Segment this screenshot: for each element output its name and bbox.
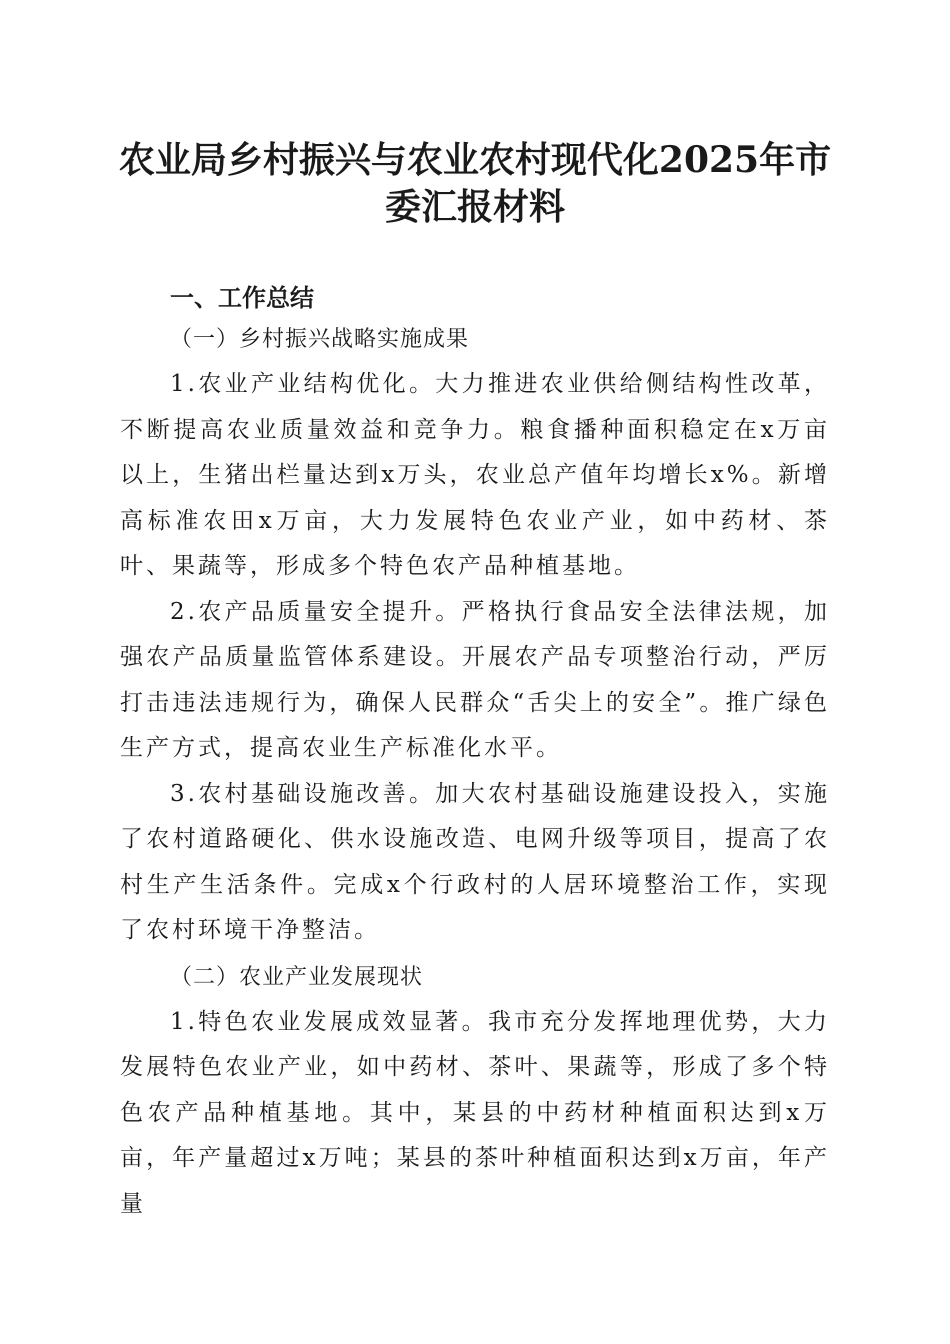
paragraph-industry-structure: 1.农业产业结构优化。大力推进农业供给侧结构性改革，不断提高农业质量效益和竞争力。粮食播种面积稳定在x万亩以上，生猪出栏量达到x万头，农业总产值年均增长x%。新增高标准农田x万亩，大力发展特色农业产业，如中药材、茶叶、果蔬等，形成多个特色农产品种植基地。 [120, 371, 830, 579]
section-heading-work-summary: 一、工作总结 [170, 284, 314, 312]
document-title [100, 137, 850, 231]
subsection-heading-rural-revitalization: （一）乡村振兴战略实施成果 [170, 327, 470, 352]
document-body [120, 280, 830, 1227]
paragraph-product-quality: 2.农产品质量安全提升。严格执行食品安全法律法规，加强农产品质量监管体系建设。开展农产品专项整治行动，严厉打击违法违规行为，确保人民群众“舌尖上的安全”。推广绿色生产方式，提高农业生产标准化水平。 [120, 598, 830, 761]
title-line-1: 农业局乡村振兴与农业农村现代化2025年市 [118, 139, 832, 181]
title-line-2: 委汇报材料 [384, 186, 565, 228]
paragraph-infrastructure: 3.农村基础设施改善。加大农村基础设施建设投入，实施了农村道路硬化、供水设施改造、电网升级等项目，提高了农村生产生活条件。完成x个行政村的人居环境整治工作，实现了农村环境干净整洁。 [120, 780, 830, 943]
paragraph-specialty-agriculture: 1.特色农业发展成效显著。我市充分发挥地理优势，大力发展特色农业产业，如中药材、茶叶、果蔬等，形成了多个特色农产品种植基地。其中，某县的中药材种植面积达到x万亩，年产量超过x万吨；某县的茶叶种植面积达到x万亩，年产量 [120, 1008, 830, 1217]
subsection-heading-industry-status: （二）农业产业发展现状 [170, 964, 424, 990]
